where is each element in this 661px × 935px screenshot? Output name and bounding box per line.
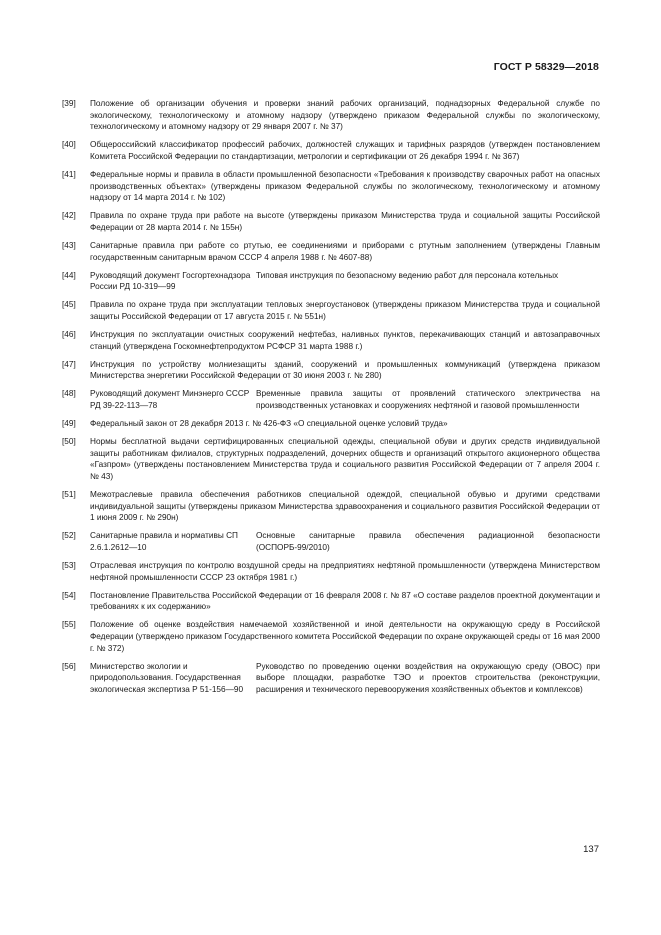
- entry-number: [40]: [62, 140, 76, 150]
- entry-document-designation: Руководящий документ Госгортехнадзора России РД 10-319—99: [90, 270, 251, 292]
- entry-text: Федеральный закон от 28 декабря 2013 г. № 426-ФЗ «О специальной оценке условий труда»: [90, 419, 448, 429]
- entry-text: Положение об оценке воздействия намечаемой хозяйственной и иной деятельности на окружающую среду в Российской Федерации (утверждено приказом Государственного комитета Российской Федерации по охране окружающей среды от 16 мая 2000 г. № 372): [90, 620, 600, 653]
- bibliography-entry: [62, 388, 600, 411]
- entry-text: Межотраслевые правила обеспечения работников специальной одеждой, специальной обувью и другими средствами индивидуальной защиты (утверждены приказом Министерства здравоохранения и социального развития Российской Федерации от 1 июня 2009 г. № 290н): [90, 490, 600, 523]
- entry-number: [46]: [62, 330, 76, 339]
- entry-number: [43]: [62, 240, 76, 250]
- bibliography-entry: [62, 530, 600, 553]
- entry-document-title: Типовая инструкция по безопасному ведению работ для персонала котельных: [256, 270, 559, 280]
- entry-number: [48]: [62, 389, 76, 399]
- bibliography-entry: [62, 329, 600, 352]
- bibliography-entry: [62, 436, 600, 482]
- entry-number: [55]: [62, 620, 76, 630]
- entry-text: Инструкция по устройству молниезащиты зданий, сооружений и промышленных коммуникаций (утверждена приказом Министерства энергетики Российской Федерации от 30 июня 2003 г. № 280): [90, 359, 600, 381]
- entry-number: [41]: [62, 169, 76, 179]
- bibliography-entry: [62, 661, 600, 696]
- entry-number: [45]: [62, 300, 76, 310]
- entry-number: [44]: [62, 270, 76, 280]
- document-standard-code: ГОСТ Р 58329—2018: [493, 61, 599, 73]
- entry-document-title: Временные правила защиты от проявлений статического электричества на производственных установках и сооружениях нефтяной и газовой промышленности: [256, 389, 600, 410]
- bibliography-entry: [62, 418, 600, 430]
- bibliography-list: [62, 98, 600, 702]
- page-number: 137: [583, 844, 599, 855]
- entry-number: [47]: [62, 359, 76, 369]
- bibliography-entry: [62, 98, 600, 133]
- bibliography-entry: [62, 590, 600, 613]
- bibliography-entry: [62, 169, 600, 204]
- bibliography-entry: [62, 139, 600, 162]
- entry-text: Общероссийский классификатор профессий рабочих, должностей служащих и тарифных разрядов (утвержден постановлением Комитета Российской Федерации по стандартизации, метрологии и сертификации от 26 декабря 1994 г. № 367): [90, 140, 600, 161]
- bibliography-entry: [62, 210, 600, 233]
- entry-document-title: Руководство по проведению оценки воздействия на окружающую среду (ОВОС) при выборе площадки, разработке ТЭО и проектов строительства (реконструкции, расширения и технического перевооружения хозяйственных объектов и комплексов): [256, 661, 600, 694]
- entry-text: Нормы бесплатной выдачи сертифицированных специальной одежды, специальной обуви и других средств индивидуальной защиты работникам филиалов, структурных подразделений, дочерних обществ и организаций открытого акционерного общества «Газпром» (утверждены постановлением Министерства труда и социального развития Российской Федерации от 7 апреля 2004 г. № 43): [90, 437, 600, 481]
- entry-text: Федеральные нормы и правила в области промышленной безопасности «Требования к производству сварочных работ на опасных производственных объектах» (утверждены приказом Федеральной службы по экологическому, технологическому и атомному надзору от 14 марта 2014 г. № 102): [90, 169, 600, 203]
- entry-document-designation: Руководящий документ Минэнерго СССР РД 39-22-113—78: [90, 389, 250, 410]
- bibliography-entry: [62, 240, 600, 263]
- bibliography-entry: [62, 270, 600, 293]
- entry-text: Отраслевая инструкция по контролю воздушной среды на предприятиях нефтяной промышленности (утверждена Министерством нефтяной промышленности СССР 23 октября 1981 г.): [90, 561, 600, 582]
- entry-number: [42]: [62, 211, 76, 221]
- entry-number: [56]: [62, 661, 76, 671]
- entry-number: [39]: [62, 99, 76, 108]
- entry-number: [51]: [62, 490, 76, 500]
- bibliography-entry: [62, 619, 600, 654]
- entry-document-designation: Санитарные правила и нормативы СП 2.6.1.2612—10: [90, 531, 238, 552]
- bibliography-entry: [62, 359, 600, 382]
- bibliography-entry: [62, 299, 600, 322]
- entry-text: Санитарные правила при работе со ртутью, ее соединениями и приборами с ртутным заполнением (утверждены Главным государственным санитарным врачом СССР 4 апреля 1988 г. № 4607-88): [90, 240, 600, 262]
- entry-text: Положение об организации обучения и проверки знаний рабочих организаций, поднадзорных Федеральной службе по экологическому, технологическому и атомному надзору (утверждено приказом Федеральной службы по экологическому, технологическому и атомному надзору от 29 января 2007 г. № 37): [90, 99, 600, 132]
- entry-text: Инструкция по эксплуатации очистных сооружений нефтебаз, наливных пунктов, перекачивающих станций и автозаправочных станций (утверждена Госкомнефтепродуктом РСФСР 31 марта 1988 г.): [90, 330, 600, 351]
- bibliography-entry: [62, 560, 600, 583]
- entry-document-designation: Министерство экологии и природопользования. Государственная экологическая экспертиза Р 51-156—90: [90, 661, 244, 694]
- entry-number: [49]: [62, 419, 76, 429]
- entry-text: Правила по охране труда при эксплуатации тепловых энергоустановок (утверждены приказом Министерства труда и социальной защиты Российской Федерации от 17 августа 2015 г. № 551н): [90, 300, 600, 321]
- entry-document-title: Основные санитарные правила обеспечения радиационной безопасности (ОСПОРБ-99/2010): [256, 531, 600, 552]
- entry-text: Постановление Правительства Российской Федерации от 16 февраля 2008 г. № 87 «О составе разделов проектной документации и требованиях к их содержанию»: [90, 590, 600, 612]
- bibliography-entry: [62, 489, 600, 524]
- entry-number: [50]: [62, 437, 76, 447]
- entry-text: Правила по охране труда при работе на высоте (утверждены приказом Министерства труда и социальной защиты Российской Федерации от 28 марта 2014 г. № 155н): [90, 211, 600, 232]
- entry-number: [54]: [62, 590, 76, 600]
- entry-number: [52]: [62, 531, 76, 541]
- entry-number: [53]: [62, 561, 76, 570]
